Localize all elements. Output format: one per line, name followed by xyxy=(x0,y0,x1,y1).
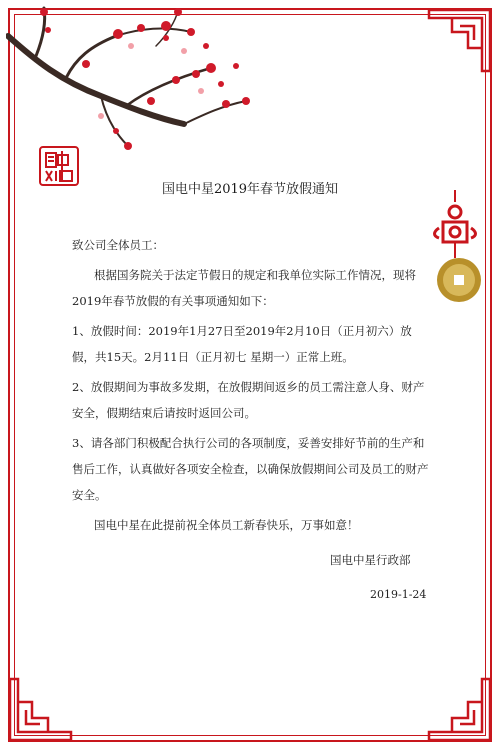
signature: 国电中星行政部 xyxy=(330,553,411,567)
notice-body xyxy=(72,232,430,542)
lattice-corner-bottom-left-icon xyxy=(6,674,76,744)
plum-blossom-branch-icon xyxy=(6,6,256,156)
lattice-corner-top-right-icon xyxy=(424,6,494,76)
intro-paragraph: 根据国务院关于法定节假日的规定和我单位实际工作情况，现将2019年春节放假的有关事项通知如下： xyxy=(72,268,416,308)
chinese-knot-icon xyxy=(425,190,485,310)
salutation: 致公司全体员工： xyxy=(72,238,164,252)
closing-paragraph: 国电中星在此提前祝全体员工新春快乐，万事如意！ xyxy=(94,518,359,532)
notice-title: 国电中星2019年春节放假通知 xyxy=(161,182,339,197)
item-2-paragraph: 2、放假期间为事故多发期，在放假期间返乡的员工需注意人身、财产安全，假期结束后请按时返回公司。 xyxy=(72,380,425,420)
item-3-paragraph: 3、请各部门积极配合执行公司的各项制度，妥善安排好节前的生产和售后工作，认真做好各项安全检查，以确保放假期间公司及员工的财产安全。 xyxy=(72,436,429,502)
notice-date: 2019-1-24 xyxy=(370,588,427,601)
lattice-corner-bottom-right-icon xyxy=(424,674,494,744)
item-1-paragraph: 1、放假时间：2019年1月27日至2019年2月10日（正月初六）放假，共15天。2月11日（正月初七 星期一）正常上班。 xyxy=(72,324,412,364)
